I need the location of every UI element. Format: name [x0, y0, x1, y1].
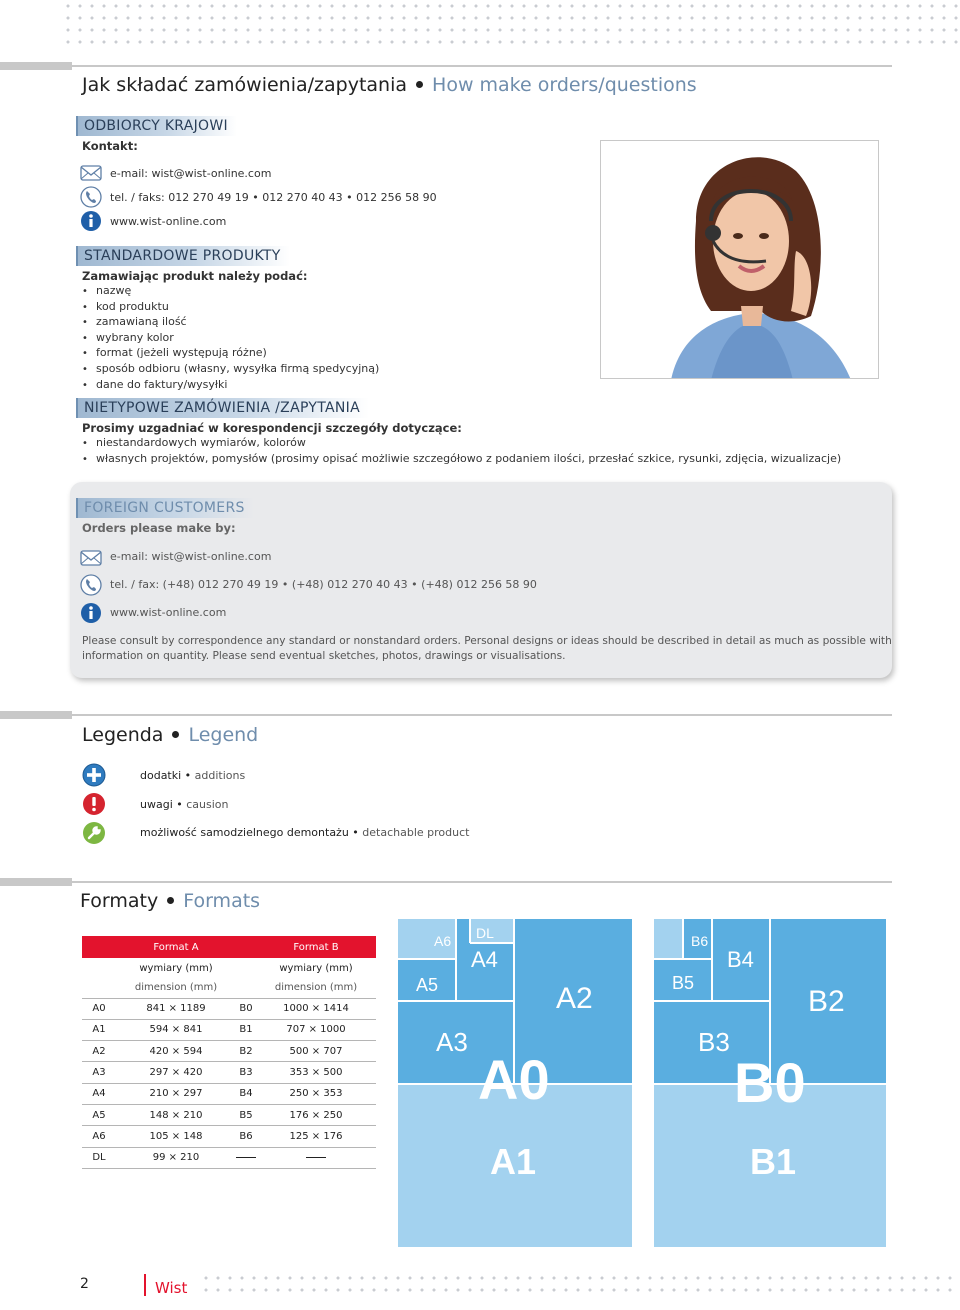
b1-label: B1 [750, 1141, 797, 1182]
woman-with-headset-illustration [601, 141, 879, 379]
cell-a-dim: 841 × 1189 [116, 998, 236, 1019]
formats-table-body [82, 998, 376, 1168]
legend-title-pl: Legenda [82, 724, 164, 746]
cell-a: A3 [82, 1062, 116, 1083]
cell-b-dim: 500 × 707 [256, 1041, 376, 1062]
cell-a-dim: 105 × 148 [116, 1126, 236, 1147]
cell-b-dim: 353 × 500 [256, 1062, 376, 1083]
format-a-header: Format A [116, 936, 236, 958]
foreign-www[interactable]: www.wist-online.com [110, 606, 227, 619]
info-icon [80, 602, 102, 624]
section-line [72, 881, 892, 883]
standard-list [82, 284, 379, 393]
section-bar [0, 878, 72, 886]
decorative-dots-top [62, 0, 960, 48]
table-row [82, 1041, 376, 1062]
custom-intro: Prosimy uzgadniać w korespondencji szczegóły dotyczące: [82, 421, 462, 435]
list-item: • niestandardowych wymiarów, kolorów [82, 436, 841, 452]
legend-label-en: causion [186, 798, 229, 811]
legend-label-pl: możliwość samodzielnego demontażu [140, 826, 349, 839]
foreign-heading: FOREIGN CUSTOMERS [76, 498, 254, 518]
a2-label: A2 [556, 982, 593, 1015]
list-item: • nazwę [82, 284, 379, 300]
formats-title-en: Formats [183, 890, 261, 912]
b5-label: B5 [672, 973, 695, 993]
table-header-row [82, 936, 376, 958]
empty-dash [236, 1157, 256, 1158]
standard-intro: Zamawiając produkt należy podać: [82, 269, 308, 283]
cell [82, 958, 116, 978]
b4-label: B4 [727, 947, 754, 972]
section-bar [0, 711, 72, 719]
cell-a: A2 [82, 1041, 116, 1062]
cell-a-dim: 297 × 420 [116, 1062, 236, 1083]
b3-label: B3 [698, 1027, 730, 1057]
cell [236, 958, 256, 978]
a1-label: A1 [490, 1141, 537, 1182]
cell-a-dim: 420 × 594 [116, 1041, 236, 1062]
cell-b [236, 1147, 256, 1168]
phone-icon [80, 186, 102, 208]
standard-heading: STANDARDOWE PRODUKTY [76, 246, 290, 266]
legend-label-en: detachable product [362, 826, 470, 839]
table-row [82, 1083, 376, 1104]
legend-label-pl: dodatki [140, 769, 182, 782]
orders-title-en: How make orders/questions [432, 74, 697, 96]
dl-label: DL [476, 925, 494, 941]
custom-list [82, 436, 841, 467]
list-item: • dane do faktury/wysyłki [82, 378, 379, 394]
cell-b: B1 [236, 1019, 256, 1040]
table-row [82, 1126, 376, 1147]
table-row [82, 998, 376, 1019]
cell-a-dim: 210 × 297 [116, 1083, 236, 1104]
foreign-intro: Orders please make by: [82, 521, 236, 535]
a6-label: A6 [434, 933, 452, 949]
foreign-note-line2: information on quantity. Please send eventual sketches, photos, drawings or visualisations. [82, 650, 566, 662]
cell-b: B4 [236, 1083, 256, 1104]
domestic-www[interactable]: www.wist-online.com [110, 215, 227, 228]
cell-b: B3 [236, 1062, 256, 1083]
table-row [82, 1147, 376, 1168]
exclamation-icon [82, 792, 106, 816]
list-item: • format (jeżeli występują różne) [82, 346, 379, 362]
cell-b-dim: 176 × 250 [256, 1104, 376, 1125]
envelope-icon [80, 162, 102, 184]
cell-b: B0 [236, 998, 256, 1019]
cell-a-dim: 148 × 210 [116, 1104, 236, 1125]
foreign-note-line1: Please consult by correspondence any standard or nonstandard orders. Personal designs or ideas should be described in detail as much as possible with [82, 635, 892, 647]
decorative-dots-bottom [200, 1272, 960, 1298]
cell-b-dim [256, 1147, 376, 1168]
info-icon [80, 210, 102, 232]
cell-b-dim: 707 × 1000 [256, 1019, 376, 1040]
table-subheader-row [82, 958, 376, 978]
cell-b-dim: 250 × 353 [256, 1083, 376, 1104]
cell-a: A4 [82, 1083, 116, 1104]
cell-a: A6 [82, 1126, 116, 1147]
b2-label: B2 [808, 985, 845, 1018]
a-series-diagram [398, 919, 632, 1247]
bullet-dot [172, 731, 179, 738]
formats-title-pl: Formaty [80, 890, 159, 912]
header-cell [82, 936, 116, 958]
foreign-phone: tel. / fax: (+48) 012 270 49 19 • (+48) 012 270 40 43 • (+48) 012 256 58 90 [110, 578, 537, 591]
bullet-dot [416, 81, 423, 88]
list-item: • zamawianą ilość [82, 315, 379, 331]
cell-b: B6 [236, 1126, 256, 1147]
table-row [82, 1104, 376, 1125]
cell-b-dim: 125 × 176 [256, 1126, 376, 1147]
dimension-pl: wymiary (mm) [139, 962, 213, 974]
cell-b: B2 [236, 1041, 256, 1062]
table-row [82, 1019, 376, 1040]
b6-area [654, 919, 683, 959]
cell-a: A1 [82, 1019, 116, 1040]
legend-label-en: additions [194, 769, 246, 782]
domestic-phone: tel. / faks: 012 270 49 19 • 012 270 40 43 • 012 256 58 90 [110, 191, 437, 204]
brand-name: Wist [144, 1274, 187, 1296]
plus-icon [82, 763, 106, 787]
phone-icon [80, 574, 102, 596]
header-cell [236, 936, 256, 958]
domestic-heading: ODBIORCY KRAJOWI [76, 116, 237, 136]
empty-dash [306, 1157, 326, 1158]
dimension-en: dimension (mm) [116, 978, 236, 998]
b-series-diagram [654, 919, 886, 1247]
orders-title-pl: Jak składać zamówienia/zapytania [82, 74, 408, 96]
cell-a: A5 [82, 1104, 116, 1125]
formats-title [80, 890, 260, 912]
bullet-dot [167, 897, 174, 904]
legend-row-detachable: możliwość samodzielnego demontażu • detachable product [140, 826, 470, 839]
list-item: • sposób odbioru (własny, wysyłka firmą spedycyjną) [82, 362, 379, 378]
format-b-header: Format B [256, 936, 376, 958]
wrench-icon [82, 821, 106, 845]
formats-table [82, 936, 376, 1169]
dimension-en: dimension (mm) [256, 978, 376, 998]
dimension-pl: wymiary (mm) [279, 962, 353, 974]
cell-a-dim: 594 × 841 [116, 1019, 236, 1040]
legend-label-pl: uwagi [140, 798, 173, 811]
list-item: • kod produktu [82, 300, 379, 316]
table-subheader-row [82, 978, 376, 998]
section-line [72, 65, 892, 67]
b6-label: B6 [691, 933, 709, 949]
page-number: 2 [80, 1276, 89, 1292]
domestic-email[interactable]: e-mail: wist@wist-online.com [110, 167, 272, 180]
a0-label: A0 [478, 1048, 550, 1111]
table-row [82, 1062, 376, 1083]
custom-heading: NIETYPOWE ZAMÓWIENIA /ZAPYTANIA [76, 398, 369, 418]
list-item: • własnych projektów, pomysłów (prosimy opisać możliwie szczegółowo z podaniem ilości, przesłać szkice, rysunki, zdjęcia, wizualizacje) [82, 452, 841, 468]
call-center-photo [600, 140, 879, 379]
legend-title-en: Legend [188, 724, 259, 746]
contact-label: Kontakt: [82, 139, 138, 153]
cell [236, 978, 256, 998]
orders-title [82, 74, 697, 96]
legend-row-caution: uwagi • causion [140, 798, 229, 811]
b0-label: B0 [734, 1051, 806, 1114]
legend-row-additions: dodatki • additions [140, 769, 246, 782]
foreign-email[interactable]: e-mail: wist@wist-online.com [110, 550, 272, 563]
envelope-icon [80, 547, 102, 569]
cell-b-dim: 1000 × 1414 [256, 998, 376, 1019]
list-item: • wybrany kolor [82, 331, 379, 347]
cell-a-dim: 99 × 210 [116, 1147, 236, 1168]
a5-label: A5 [416, 975, 439, 995]
section-bar [0, 62, 72, 70]
cell-a: DL [82, 1147, 116, 1168]
section-line [72, 714, 892, 716]
cell-b: B5 [236, 1104, 256, 1125]
a4-label: A4 [471, 947, 498, 972]
cell-a: A0 [82, 998, 116, 1019]
legend-title [82, 724, 258, 746]
cell [82, 978, 116, 998]
a3-label: A3 [436, 1027, 468, 1057]
